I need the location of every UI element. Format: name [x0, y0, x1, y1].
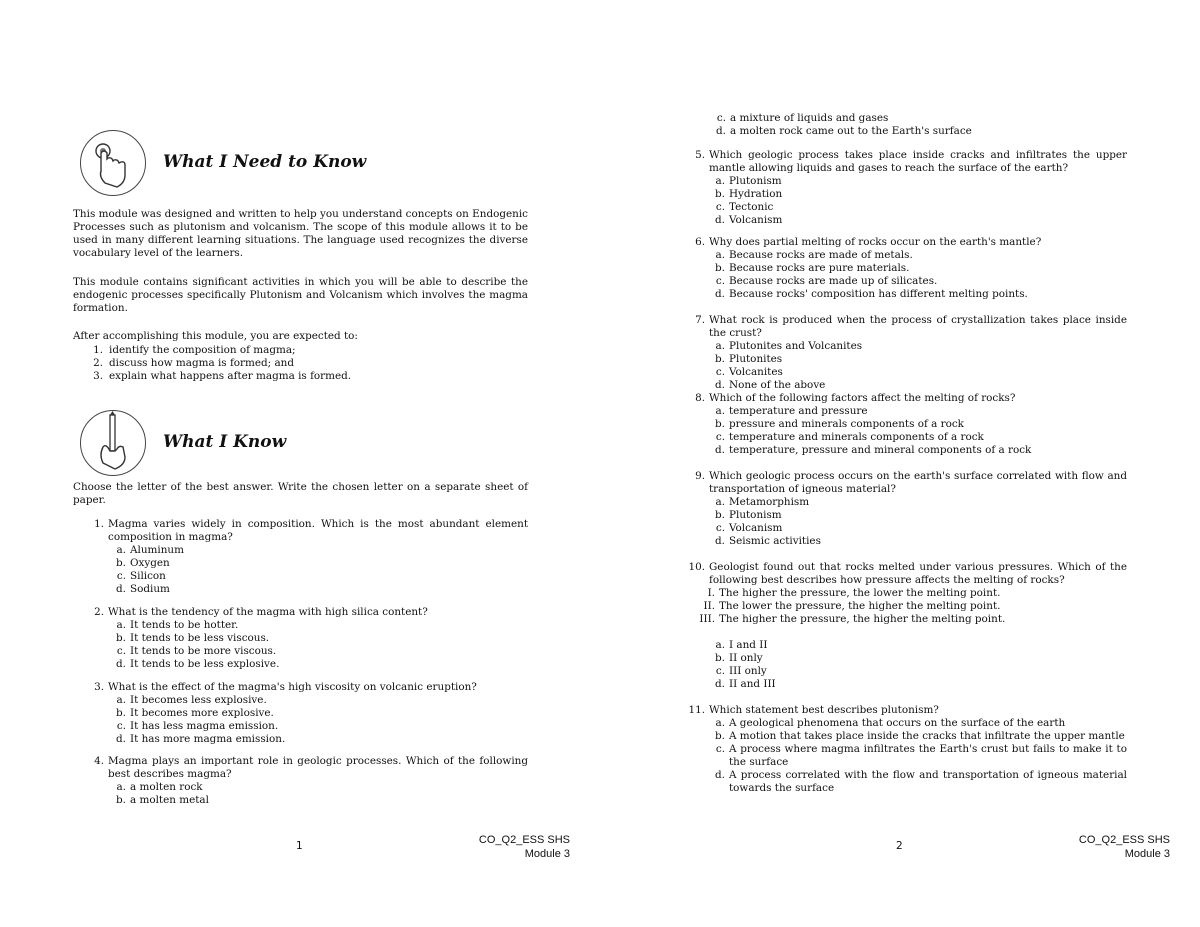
- option: c. It has less magma emission.: [116, 720, 279, 732]
- question-number: 1.: [94, 518, 104, 530]
- page-number: 2: [896, 840, 903, 852]
- objectives-list: [73, 344, 528, 383]
- list-item: 1. identify the composition of magma;: [93, 344, 296, 356]
- option: c. A process where magma infiltrates the Earth's crust but fails to make it to the surface: [715, 743, 1127, 768]
- option: a. Aluminum: [116, 544, 184, 556]
- question-4-continued: [712, 112, 1132, 138]
- option: d. A process correlated with the flow and transportation of igneous material towards the surface: [715, 769, 1127, 794]
- list-item: 2. discuss how magma is formed; and: [93, 357, 295, 369]
- pointing-hand-icon: [80, 130, 146, 196]
- question-number: 2.: [94, 606, 104, 618]
- statement: III. The higher the pressure, the higher the melting point.: [699, 613, 1006, 625]
- option: c. Because rocks are made up of silicates.: [715, 275, 938, 287]
- module-code: [440, 833, 570, 861]
- question-10: [683, 561, 1127, 691]
- option: a. Metamorphism: [715, 496, 810, 508]
- question-stem: Magma plays an important role in geologic processes. Which of the following best describes magma?: [108, 755, 528, 780]
- option: a. Because rocks are made of metals.: [715, 249, 913, 261]
- intro-paragraph-3: After accomplishing this module, you are expected to:: [73, 330, 358, 342]
- option: b. Plutonism: [715, 509, 782, 521]
- question-stem: Magma varies widely in composition. Which is the most abundant element composition in magma?: [108, 518, 528, 543]
- question-stem: What rock is produced when the process of crystallization takes place inside the crust?: [709, 314, 1127, 339]
- instructions: Choose the letter of the best answer. Write the chosen letter on a separate sheet of paper.: [73, 481, 528, 506]
- option: a. A geological phenomena that occurs on the surface of the earth: [715, 717, 1066, 729]
- option: d. Sodium: [116, 583, 170, 595]
- option: d. It has more magma emission.: [116, 733, 286, 745]
- option: c. Volcanism: [715, 522, 783, 534]
- what-i-know-heading: What I Know: [163, 432, 287, 452]
- page-2: [600, 0, 1200, 927]
- question-stem: What is the effect of the magma's high viscosity on volcanic eruption?: [108, 681, 477, 693]
- question-11: [683, 704, 1127, 795]
- question-3: [88, 681, 528, 746]
- option: d. temperature, pressure and mineral components of a rock: [715, 444, 1032, 456]
- question-stem: Which statement best describes plutonism?: [709, 704, 939, 716]
- module-label: Module 3: [1124, 848, 1170, 860]
- option: b. II only: [715, 652, 763, 664]
- question-number: 5.: [695, 149, 705, 161]
- option: d. II and III: [715, 678, 776, 690]
- option: a. I and II: [715, 639, 768, 651]
- question-5: [689, 149, 1127, 227]
- question-stem: Which geologic process takes place inside cracks and infiltrates the upper mantle allowing liquids and gases to reach the surface of the earth?: [709, 149, 1127, 174]
- question-stem: Why does partial melting of rocks occur on the earth's mantle?: [709, 236, 1042, 248]
- option: c. Silicon: [116, 570, 166, 582]
- statement: I. The higher the pressure, the lower the melting point.: [707, 587, 1001, 599]
- option: a. Plutonism: [715, 175, 782, 187]
- option: b. Plutonites: [715, 353, 783, 365]
- option: a. a molten rock: [116, 781, 203, 793]
- option: a. temperature and pressure: [715, 405, 868, 417]
- course-code: CO_Q2_ESS SHS: [1078, 834, 1170, 846]
- question-number: 10.: [688, 561, 705, 573]
- option: b. A motion that takes place inside the cracks that infiltrate the upper mantle: [715, 730, 1125, 742]
- question-stem: Which geologic process occurs on the earth's surface correlated with flow and transportation of igneous material?: [709, 470, 1127, 495]
- module-label: Module 3: [524, 848, 570, 860]
- option: b. It tends to be less viscous.: [116, 632, 270, 644]
- option: d. Volcanism: [715, 214, 783, 226]
- intro-paragraph-2: This module contains significant activities in which you will be able to describe the endogenic processes specifically Plutonism and Volcanism which involves the magma formation.: [73, 276, 528, 314]
- question-9: [689, 470, 1127, 548]
- option: b. Because rocks are pure materials.: [715, 262, 910, 274]
- option: c. a mixture of liquids and gases: [716, 112, 889, 124]
- question-2: [88, 606, 528, 671]
- option: d. None of the above: [715, 379, 826, 391]
- question-stem: What is the tendency of the magma with high silica content?: [108, 606, 428, 618]
- question-4: [88, 755, 528, 807]
- question-8: [689, 392, 1127, 457]
- option: c. Tectonic: [715, 201, 774, 213]
- option: d. Because rocks' composition has different melting points.: [715, 288, 1028, 300]
- question-number: 11.: [688, 704, 705, 716]
- option: c. III only: [715, 665, 767, 677]
- option: a. Plutonites and Volcanites: [715, 340, 863, 352]
- question-1: [88, 518, 528, 596]
- option: d. Seismic activities: [715, 535, 821, 547]
- option: b. a molten metal: [116, 794, 209, 806]
- option: a. It tends to be hotter.: [116, 619, 239, 631]
- option: d. It tends to be less explosive.: [116, 658, 280, 670]
- question-stem: Which of the following factors affect the melting of rocks?: [709, 392, 1016, 404]
- option: b. Oxygen: [116, 557, 170, 569]
- question-number: 8.: [695, 392, 705, 404]
- question-stem: Geologist found out that rocks melted under various pressures. Which of the following best describes how pressure affects the melting of rocks?: [709, 561, 1127, 586]
- pencil-hand-icon: [80, 410, 146, 476]
- module-code: [1040, 833, 1170, 861]
- question-number: 7.: [695, 314, 705, 326]
- option: c. Volcanites: [715, 366, 783, 378]
- option: b. It becomes more explosive.: [116, 707, 274, 719]
- question-6: [689, 236, 1127, 301]
- question-7: [689, 314, 1127, 392]
- statement: II. The lower the pressure, the higher the melting point.: [703, 600, 1001, 612]
- course-code: CO_Q2_ESS SHS: [478, 834, 570, 846]
- list-item: 3. explain what happens after magma is formed.: [93, 370, 352, 382]
- option: b. pressure and minerals components of a rock: [715, 418, 964, 430]
- option: c. It tends to be more viscous.: [116, 645, 277, 657]
- option: d. a molten rock came out to the Earth's surface: [716, 125, 972, 137]
- question-number: 3.: [94, 681, 104, 693]
- question-number: 9.: [695, 470, 705, 482]
- what-i-need-to-know-heading: What I Need to Know: [163, 152, 367, 172]
- option: a. It becomes less explosive.: [116, 694, 267, 706]
- question-number: 6.: [695, 236, 705, 248]
- intro-paragraph-1: This module was designed and written to help you understand concepts on Endogenic Processes such as plutonism and volcanism. The scope of this module allows it to be used in many different learning situations. The language used recognizes the diverse vocabulary level of the learners.: [73, 208, 528, 259]
- option: b. Hydration: [715, 188, 783, 200]
- question-number: 4.: [94, 755, 104, 767]
- page-number: 1: [296, 840, 303, 852]
- option: c. temperature and minerals components of a rock: [715, 431, 984, 443]
